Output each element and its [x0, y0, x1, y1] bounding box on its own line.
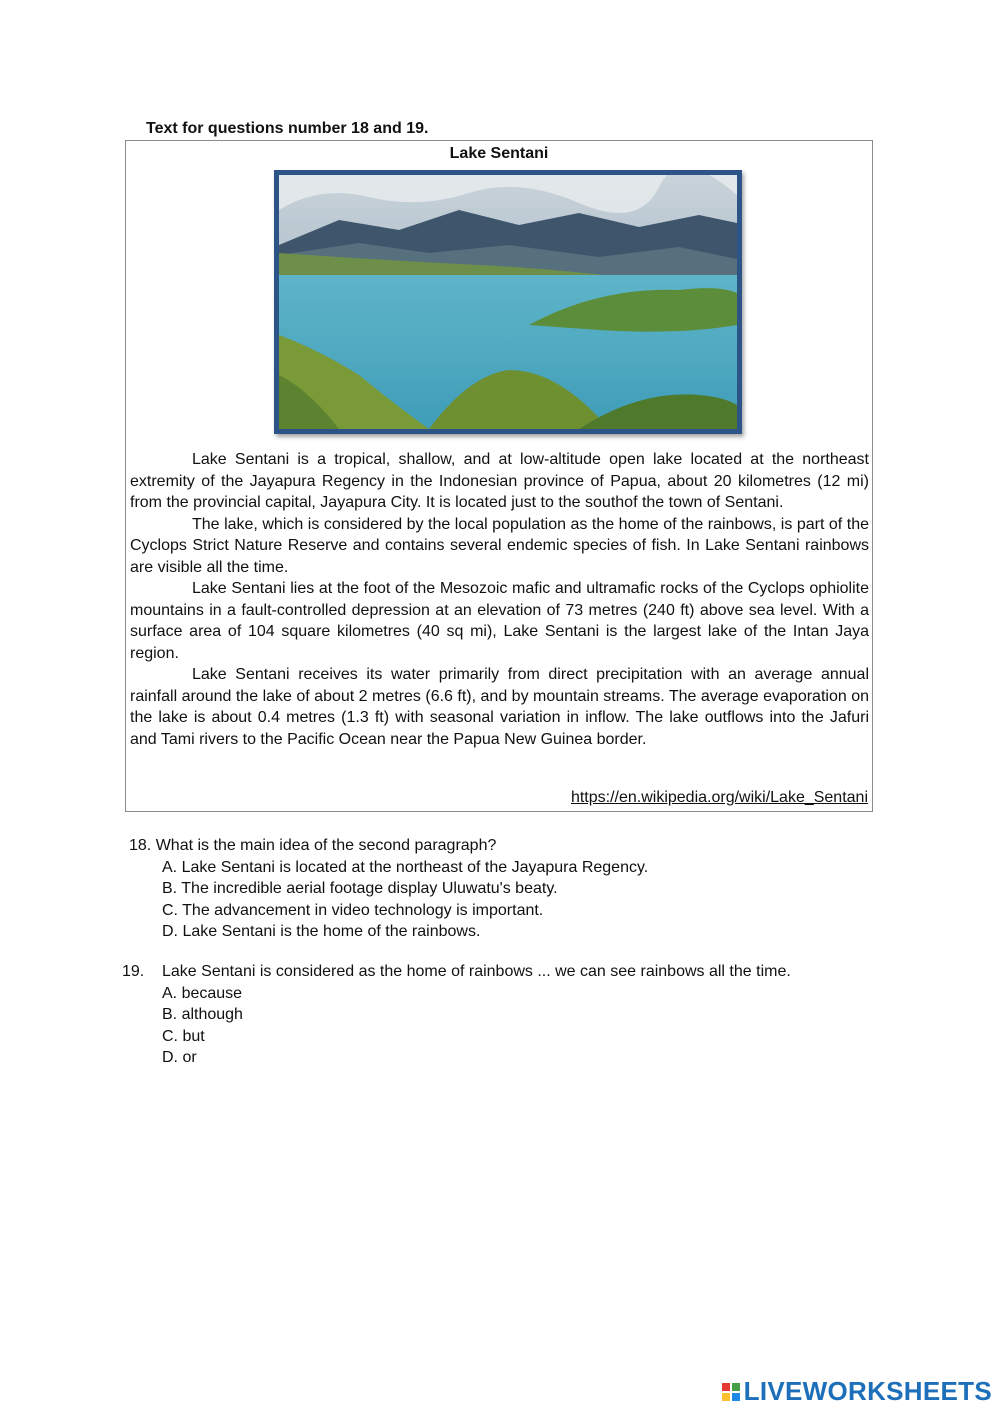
question-stem	[129, 835, 648, 857]
passage-body	[130, 449, 869, 750]
reading-passage-box	[125, 140, 873, 812]
answer-options	[122, 983, 791, 1069]
logo-blocks-icon	[722, 1383, 740, 1401]
liveworksheets-logo	[722, 1376, 992, 1407]
option-c[interactable]: C. but	[162, 1027, 205, 1045]
passage-title: Lake Sentani	[449, 145, 549, 162]
answer-options	[129, 857, 648, 943]
option-b[interactable]: B. although	[162, 1006, 243, 1023]
logo-text: LIVEWORKSHEETS	[743, 1376, 992, 1406]
question-number: 18.	[129, 837, 152, 854]
source-link[interactable]: https://en.wikipedia.org/wiki/Lake_Sentani	[570, 789, 868, 806]
logo-block-green	[732, 1383, 740, 1391]
lake-landscape-image	[279, 175, 737, 429]
passage-paragraph-3: Lake Sentani lies at the foot of the Mesozoic mafic and ultramafic rocks of the Cyclops ophiolite mountains in a fault-controlled depression at an elevation of 73 metres (240 ft) above sea level. With a surface area of 104 square kilometres (40 sq mi), Lake Sentani is the largest lake of the Intan Jaya region.	[130, 580, 869, 662]
logo-block-red	[722, 1383, 730, 1391]
passage-paragraph-1: Lake Sentani is a tropical, shallow, and at low-altitude open lake located at the northeast extremity of the Jayapura Regency in the Indonesian province of Papua, about 20 kilometres (12 mi) from the provincial capital, Jayapura City. It is located just to the southof the town of Sentani.	[130, 451, 869, 511]
question-stem	[122, 961, 791, 983]
question-number: 19.	[122, 963, 145, 980]
option-c[interactable]: C. The advancement in video technology is important.	[162, 901, 544, 919]
question-18	[129, 835, 648, 943]
logo-block-yellow	[722, 1393, 730, 1401]
lake-photo	[274, 170, 742, 434]
passage-paragraph-2: The lake, which is considered by the local population as the home of the rainbows, is part of the Cyclops Strict Nature Reserve and contains several endemic species of fish. In Lake Sentani rainbows are visible all the time.	[130, 515, 869, 576]
section-heading: Text for questions number 18 and 19.	[146, 120, 429, 137]
question-text: Lake Sentani is considered as the home of rainbows ... we can see rainbows all the time.	[162, 963, 791, 980]
option-d[interactable]: D. or	[162, 1049, 197, 1066]
option-a[interactable]: A. because	[162, 984, 243, 1002]
option-d[interactable]: D. Lake Sentani is the home of the rainbows.	[162, 923, 481, 940]
option-b[interactable]: B. The incredible aerial footage display Uluwatu's beaty.	[162, 880, 558, 897]
question-text: What is the main idea of the second paragraph?	[155, 837, 497, 854]
logo-block-blue	[732, 1393, 740, 1401]
passage-paragraph-4: Lake Sentani receives its water primarily from direct precipitation with an average annual rainfall around the lake of about 2 metres (6.6 ft), and by mountain streams. The average evaporation on the lake is about 0.4 metres (1.3 ft) with seasonal variation in inflow. The lake outflows into the Jafuri and Tami rivers to the Pacific Ocean near the Papua New Guinea border.	[130, 666, 869, 748]
question-19	[122, 961, 791, 1069]
option-a[interactable]: A. Lake Sentani is located at the northeast of the Jayapura Regency.	[162, 858, 649, 876]
